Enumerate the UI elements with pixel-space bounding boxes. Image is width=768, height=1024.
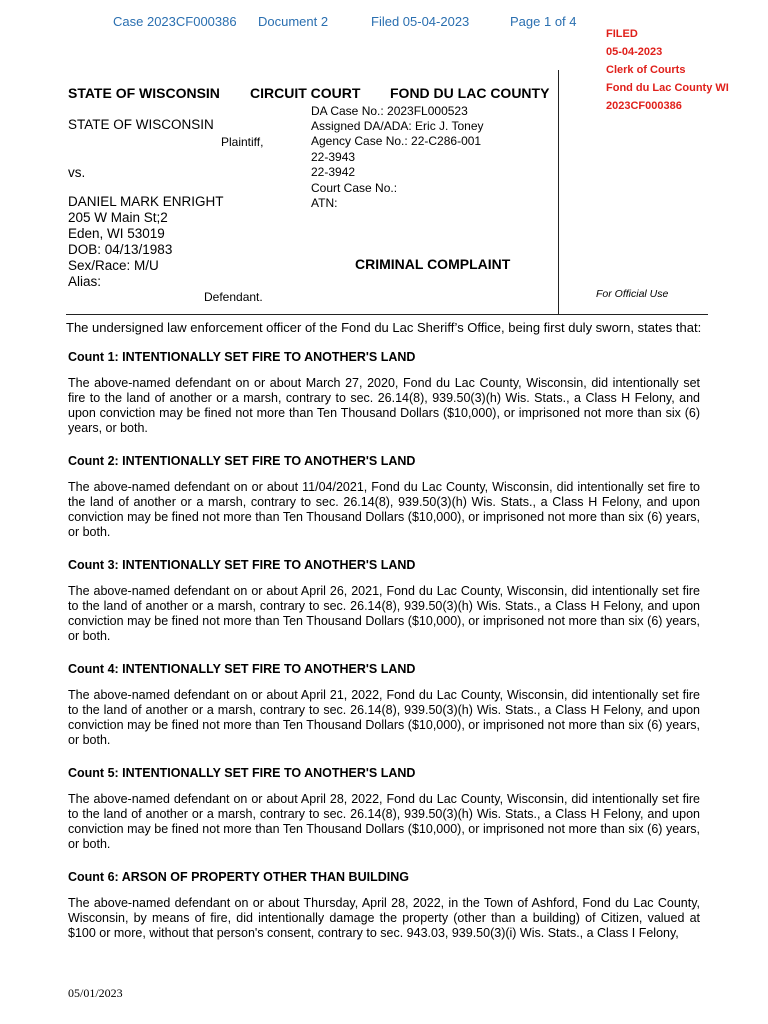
count-title: Count 2: INTENTIONALLY SET FIRE TO ANOTHER'S LAND (68, 454, 416, 468)
court-state: STATE OF WISCONSIN (68, 85, 220, 101)
sworn-statement: The undersigned law enforcement officer of the Fond du Lac Sheriff’s Office, being first duly sworn, states that: (66, 320, 702, 335)
stamp-county: Fond du Lac County WI (606, 82, 729, 94)
count-text: The above-named defendant on or about Thursday, April 28, 2022, in the Town of Ashford, Fond du Lac County, Wisconsin, by means of fire, did intentionally damage the property (other than a building) of Citizen, valued at $100 or more, without that person's consent, contrary to sec. 943.03, 939.50(3)(i) Wis. Stats., a Class I Felony, (68, 896, 700, 940)
count-3 (68, 558, 700, 644)
footer-date: 05/01/2023 (68, 986, 123, 1000)
case-number: Case 2023CF000386 (113, 14, 237, 29)
court-type: CIRCUIT COURT (250, 85, 361, 101)
count-title: Count 3: INTENTIONALLY SET FIRE TO ANOTHER'S LAND (68, 558, 416, 572)
count-title: Count 1: INTENTIONALLY SET FIRE TO ANOTHER'S LAND (68, 350, 416, 364)
defendant-name: DANIEL MARK ENRIGHT (68, 194, 224, 209)
count-5 (68, 766, 700, 852)
count-text: The above-named defendant on or about 11/04/2021, Fond du Lac County, Wisconsin, did intentionally set fire to the land of another or a marsh, contrary to sec. 26.14(8), 939.50(3)(h) Wis. Stats., a Class H Felony, and upon conviction may be fined not more than Ten Thousand Dollars ($10,000), or imprisoned not more than six (6) years, or both. (68, 480, 700, 539)
count-title: Count 4: INTENTIONALLY SET FIRE TO ANOTHER'S LAND (68, 662, 416, 676)
defendant-dob: DOB: 04/13/1983 (68, 242, 173, 257)
count-text: The above-named defendant on or about March 27, 2020, Fond du Lac County, Wisconsin, did intentionally set fire to the land of another or a marsh, contrary to sec. 26.14(8), 939.50(3)(h) Wis. Stats., a Class H Felony, and upon conviction may be fined not more than Ten Thousand Dollars ($10,000), or imprisoned not more than six (6) years, or both. (68, 376, 700, 435)
stamp-case: 2023CF000386 (606, 100, 682, 112)
vs-label: vs. (68, 165, 86, 180)
count-title: Count 6: ARSON OF PROPERTY OTHER THAN BUILDING (68, 870, 409, 884)
stamp-date: 05-04-2023 (606, 46, 663, 58)
page-indicator: Page 1 of 4 (510, 14, 577, 29)
court-case-number: Court Case No.: (311, 181, 398, 195)
caption-vertical-divider (558, 70, 559, 314)
defendant-address-line2: Eden, WI 53019 (68, 226, 165, 241)
filed-date: Filed 05-04-2023 (371, 14, 470, 29)
agency-case-number-2: 22-3943 (311, 150, 356, 164)
agency-case-number-3: 22-3942 (311, 165, 356, 179)
document-number: Document 2 (258, 14, 329, 29)
stamp-clerk: Clerk of Courts (606, 64, 686, 76)
count-2 (68, 454, 700, 540)
defendant-label: Defendant. (204, 290, 263, 304)
count-4 (68, 662, 700, 748)
agency-case-number: Agency Case No.: 22-C286-001 (311, 134, 482, 148)
count-title: Count 5: INTENTIONALLY SET FIRE TO ANOTHER'S LAND (68, 766, 416, 780)
defendant-alias: Alias: (68, 274, 102, 289)
count-1 (68, 350, 700, 436)
caption-horizontal-divider (66, 314, 708, 315)
defendant-address-line1: 205 W Main St;2 (68, 210, 168, 225)
da-case-number: DA Case No.: 2023FL000523 (311, 104, 468, 118)
filing-stamp (606, 25, 729, 115)
plaintiff-name: STATE OF WISCONSIN (68, 117, 214, 132)
defendant-sex-race: Sex/Race: M/U (68, 258, 159, 273)
court-county: FOND DU LAC COUNTY (390, 85, 550, 101)
plaintiff-label: Plaintiff, (221, 135, 264, 149)
count-6 (68, 870, 700, 941)
count-text: The above-named defendant on or about April 28, 2022, Fond du Lac County, Wisconsin, did intentionally set fire to the land of another or a marsh, contrary to sec. 26.14(8), 939.50(3)(h) Wis. Stats., a Class H Felony, and upon conviction may be fined not more than Ten Thousand Dollars ($10,000), or imprisoned not more than six (6) years, or both. (68, 792, 700, 851)
count-text: The above-named defendant on or about April 21, 2022, Fond du Lac County, Wisconsin, did intentionally set fire to the land of another or a marsh, contrary to sec. 26.14(8), 939.50(3)(h) Wis. Stats., a Class H Felony, and upon conviction may be fined not more than Ten Thousand Dollars ($10,000), or imprisoned not more than six (6) years, or both. (68, 688, 700, 747)
atn-field: ATN: (311, 196, 338, 210)
official-use-label: For Official Use (596, 288, 669, 300)
assigned-da: Assigned DA/ADA: Eric J. Toney (311, 119, 484, 133)
complaint-title: CRIMINAL COMPLAINT (355, 256, 511, 272)
count-text: The above-named defendant on or about April 26, 2021, Fond du Lac County, Wisconsin, did intentionally set fire to the land of another or a marsh, contrary to sec. 26.14(8), 939.50(3)(h) Wis. Stats., a Class H Felony, and upon conviction may be fined not more than Ten Thousand Dollars ($10,000), or imprisoned not more than six (6) years, or both. (68, 584, 700, 643)
stamp-filed: FILED (606, 28, 638, 40)
